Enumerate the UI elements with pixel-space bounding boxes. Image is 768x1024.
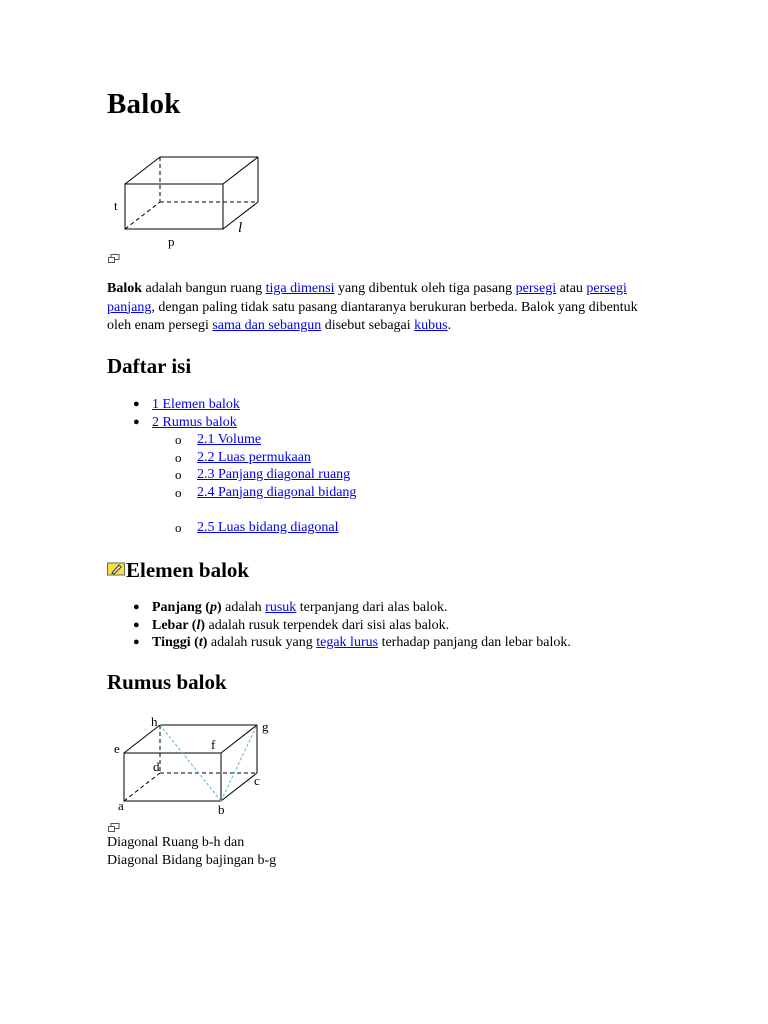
link-persegi-panjang[interactable]: persegi panjang bbox=[107, 281, 627, 315]
toc-subitem[interactable] bbox=[175, 431, 356, 449]
circle-bullet-icon: o bbox=[175, 484, 182, 500]
bullet-icon: ● bbox=[133, 618, 140, 631]
bullet-icon: ● bbox=[133, 601, 140, 613]
toc-link-rumus-balok[interactable]: 2 Rumus balok bbox=[152, 414, 237, 430]
term-symbol: p bbox=[209, 600, 217, 615]
toc-subitem[interactable] bbox=[175, 449, 356, 467]
intro-text: . bbox=[447, 318, 452, 333]
link-sama-dan-sebangun[interactable]: sama dan sebangun bbox=[212, 318, 322, 333]
vertex-label-c: c bbox=[254, 773, 260, 788]
toc-link-volume[interactable]: 2.1 Volume bbox=[197, 432, 262, 447]
page-title: Balok bbox=[107, 88, 181, 120]
intro-paragraph bbox=[107, 280, 647, 336]
vertex-label-d: d bbox=[153, 759, 160, 774]
link-tiga-dimensi[interactable]: tiga dimensi bbox=[265, 281, 335, 296]
term: Lebar ( bbox=[152, 617, 197, 633]
item-text: terhadap panjang dan lebar balok. bbox=[378, 635, 571, 650]
term-symbol: l bbox=[196, 617, 201, 633]
label-t: t bbox=[114, 198, 118, 213]
toc-link-luas-permukaan[interactable]: 2.2 Luas permukaan bbox=[197, 449, 311, 465]
circle-bullet-icon: o bbox=[175, 467, 182, 482]
link-kubus[interactable]: kubus bbox=[414, 318, 448, 333]
elemen-heading: Elemen balok bbox=[126, 558, 250, 582]
rumus-heading: Rumus balok bbox=[107, 670, 227, 694]
vertex-label-g: g bbox=[262, 719, 269, 734]
term-symbol: t bbox=[198, 635, 203, 650]
elemen-item-tinggi bbox=[133, 634, 571, 652]
vertex-label-a: a bbox=[118, 798, 124, 813]
term: Panjang ( bbox=[152, 600, 210, 615]
bullet-icon: ● bbox=[133, 398, 140, 410]
toc-link-elemen-balok[interactable]: 1 Elemen balok bbox=[152, 397, 240, 412]
bullet-icon: ● bbox=[133, 415, 140, 428]
bullet-icon: ● bbox=[133, 636, 140, 648]
intro-text: atau bbox=[556, 281, 587, 296]
term: ) bbox=[216, 600, 222, 615]
label-l: l bbox=[238, 220, 243, 236]
toc-subitem[interactable] bbox=[175, 466, 356, 484]
elemen-list bbox=[133, 599, 571, 652]
enlarge-icon[interactable] bbox=[108, 823, 120, 832]
vertex-label-h: h bbox=[151, 714, 158, 729]
intro-text: , dengan paling tidak satu pasang diantaranya berukuran berbeda. Balok yang dibentuk oleh enam persegi bbox=[107, 299, 638, 333]
balok-figure bbox=[110, 150, 270, 255]
term: ) bbox=[200, 617, 206, 633]
elemen-item-panjang bbox=[133, 599, 571, 617]
caption-line: Diagonal Bidang bajingan b-g bbox=[107, 853, 277, 868]
link-persegi[interactable]: persegi bbox=[515, 281, 557, 296]
intro-text: adalah bangun ruang bbox=[142, 281, 266, 296]
elemen-item-lebar bbox=[133, 617, 571, 635]
figure-caption bbox=[107, 834, 276, 870]
vertex-label-b: b bbox=[218, 802, 225, 817]
circle-bullet-icon: o bbox=[175, 449, 182, 465]
toc-link-diagonal-bidang[interactable]: 2.4 Panjang diagonal bidang bbox=[197, 484, 357, 500]
item-text: adalah rusuk yang bbox=[207, 635, 317, 650]
term: Tinggi ( bbox=[152, 635, 199, 650]
toc-heading: Daftar isi bbox=[107, 354, 192, 378]
circle-bullet-icon: o bbox=[175, 432, 182, 447]
toc-link-luas-bidang-diagonal[interactable]: 2.5 Luas bidang diagonal bbox=[197, 520, 339, 535]
circle-bullet-icon: o bbox=[175, 520, 182, 535]
link-rusuk[interactable]: rusuk bbox=[265, 600, 297, 615]
enlarge-icon[interactable] bbox=[108, 254, 120, 263]
link-tegak-lurus[interactable]: tegak lurus bbox=[316, 635, 379, 650]
toc-item[interactable] bbox=[133, 414, 240, 432]
term: ) bbox=[202, 635, 208, 650]
edit-icon[interactable] bbox=[107, 562, 125, 576]
vertex-label-f: f bbox=[211, 737, 216, 752]
item-text: adalah bbox=[221, 600, 266, 615]
caption-line: Diagonal Ruang b-h dan bbox=[107, 835, 245, 850]
toc-subitem[interactable] bbox=[175, 484, 357, 502]
intro-text: yang dibentuk oleh tiga pasang bbox=[334, 281, 516, 296]
toc-subitem[interactable] bbox=[175, 519, 356, 537]
toc-item[interactable] bbox=[133, 396, 240, 414]
label-p: p bbox=[168, 234, 175, 249]
toc-list bbox=[133, 396, 240, 431]
item-text: adalah rusuk terpendek dari sisi alas balok. bbox=[205, 617, 450, 633]
vertex-label-e: e bbox=[114, 741, 120, 756]
intro-text: disebut sebagai bbox=[321, 318, 415, 333]
rumus-figure bbox=[110, 710, 285, 820]
toc-sublist bbox=[175, 431, 357, 537]
intro-bold: Balok bbox=[107, 281, 143, 296]
item-text: terpanjang dari alas balok. bbox=[296, 600, 448, 615]
toc-link-diagonal-ruang[interactable]: 2.3 Panjang diagonal ruang bbox=[197, 467, 351, 482]
